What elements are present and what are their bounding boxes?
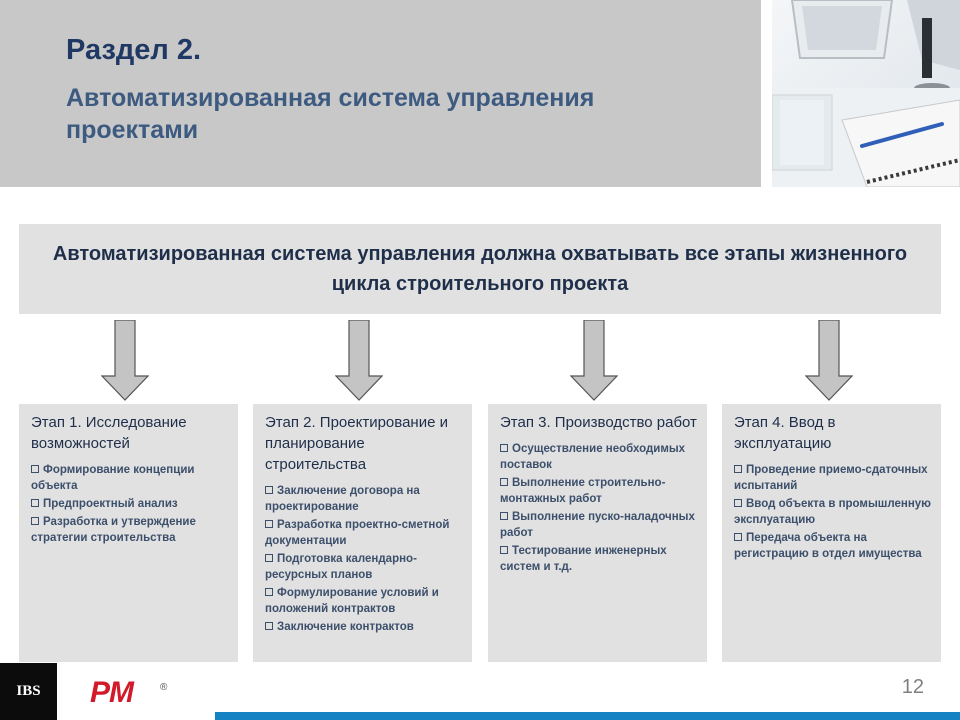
- stage-title: Этап 3. Производство работ: [500, 414, 697, 431]
- stage-4-panel: [722, 404, 941, 662]
- stage-items: [734, 462, 931, 562]
- section-title: Раздел 2.: [66, 34, 202, 66]
- header-panel: [0, 0, 761, 187]
- checkbox-icon: [734, 465, 742, 473]
- checkbox-icon: [500, 444, 508, 452]
- lifecycle-banner: [19, 224, 941, 314]
- stage-item-text: Формулирование условий и положений контрактов: [265, 587, 439, 615]
- stage-item-text: Предпроектный анализ: [43, 498, 178, 510]
- banner-text: Автоматизированная система управления должна охватывать все этапы жизненного цикла строительного проекта: [52, 243, 908, 295]
- stage-item-text: Разработка и утверждение стратегии строительства: [31, 516, 196, 544]
- stage-item-text: Подготовка календарно-ресурсных планов: [265, 553, 417, 581]
- stage-item-text: Ввод объекта в промышленную эксплуатацию: [734, 498, 932, 526]
- checkbox-icon: [265, 520, 273, 528]
- stage-item: [500, 441, 697, 473]
- stage-1-panel: [19, 404, 238, 662]
- stage-item: [265, 585, 462, 617]
- stage-item: [265, 483, 462, 515]
- stage-items: [31, 462, 228, 546]
- stage-item-text: Передача объекта на регистрацию в отдел имущества: [734, 532, 922, 560]
- stage-item-text: Выполнение строительно-монтажных работ: [500, 477, 666, 505]
- stage-item-text: Заключение договора на проектирование: [265, 485, 420, 513]
- checkbox-icon: [31, 499, 39, 507]
- stage-title: Этап 1. Исследование возможностей: [31, 414, 187, 452]
- stage-title: Этап 4. Ввод в эксплуатацию: [734, 414, 836, 452]
- stage-item: [265, 551, 462, 583]
- down-arrow-icon: [101, 320, 149, 402]
- checkbox-icon: [31, 465, 39, 473]
- stage-title: Этап 2. Проектирование и планирование строительства: [265, 414, 448, 473]
- stage-item: [265, 517, 462, 549]
- down-arrow-icon: [805, 320, 853, 402]
- stage-item-text: Разработка проектно-сметной документации: [265, 519, 450, 547]
- stage-2-panel: [253, 404, 472, 662]
- checkbox-icon: [265, 554, 273, 562]
- stage-item: [500, 475, 697, 507]
- stage-item: [265, 619, 462, 635]
- stage-item: [31, 514, 228, 546]
- stage-item: [500, 543, 697, 575]
- checkbox-icon: [734, 533, 742, 541]
- stage-item: [734, 530, 931, 562]
- footer-accent-bar: [215, 712, 960, 720]
- stage-item: [31, 462, 228, 494]
- page-number: 12: [901, 676, 924, 698]
- checkbox-icon: [500, 546, 508, 554]
- office-photo: [772, 0, 960, 187]
- section-subtitle: Автоматизированная система управления проектами: [66, 84, 595, 144]
- checkbox-icon: [265, 486, 273, 494]
- stage-item-text: Выполнение пуско-наладочных работ: [500, 511, 695, 539]
- registered-mark: ®: [160, 682, 168, 693]
- stage-item: [734, 496, 931, 528]
- ibs-logo: IBS: [0, 663, 57, 720]
- checkbox-icon: [31, 517, 39, 525]
- stage-item-text: Проведение приемо-сдаточных испытаний: [734, 464, 928, 492]
- stage-item-text: Формирование концепции объекта: [31, 464, 195, 492]
- down-arrow-icon: [335, 320, 383, 402]
- stage-3-panel: [488, 404, 707, 662]
- stage-items: [500, 441, 697, 575]
- stage-item: [500, 509, 697, 541]
- stage-item: [31, 496, 228, 512]
- checkbox-icon: [500, 478, 508, 486]
- stage-item-text: Заключение контрактов: [277, 621, 414, 633]
- stage-item-text: Тестирование инженерных систем и т.д.: [500, 545, 667, 573]
- pm-logo: PM: [90, 676, 133, 709]
- checkbox-icon: [265, 588, 273, 596]
- stage-items: [265, 483, 462, 635]
- checkbox-icon: [734, 499, 742, 507]
- stage-item-text: Осуществление необходимых поставок: [500, 443, 686, 471]
- stage-item: [734, 462, 931, 494]
- checkbox-icon: [500, 512, 508, 520]
- down-arrow-icon: [570, 320, 618, 402]
- checkbox-icon: [265, 622, 273, 630]
